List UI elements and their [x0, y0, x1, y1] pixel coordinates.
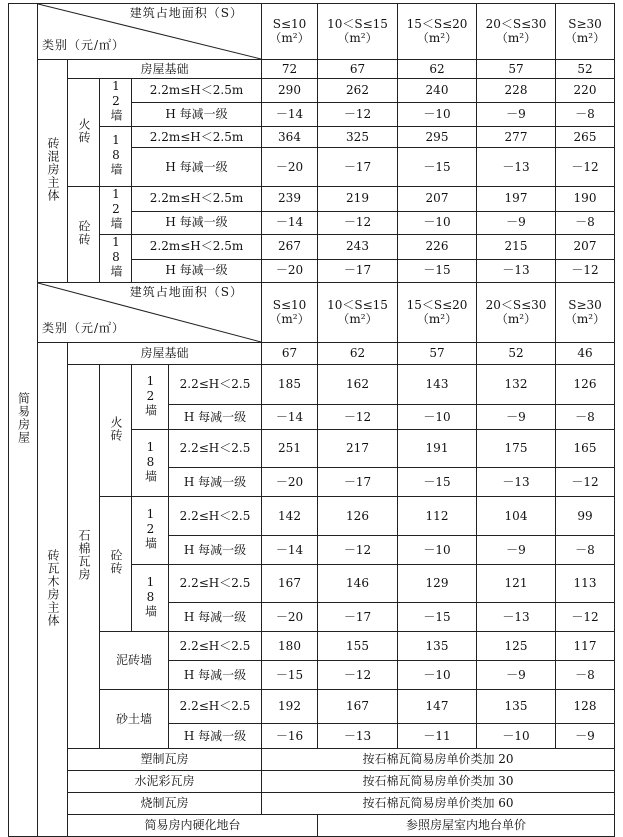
- table-cell: －10: [398, 536, 477, 565]
- col-header: [318, 4, 398, 60]
- table-cell: －15: [398, 148, 477, 187]
- col-header: [398, 283, 477, 343]
- category-label: 类别（元/㎡）: [42, 321, 126, 335]
- main-category-cell: [9, 4, 38, 837]
- footer-note: 参照房屋室内地台单价: [318, 815, 615, 837]
- cell-text: （m²）: [337, 31, 378, 45]
- cell-text: 砖混房主体: [46, 136, 60, 202]
- wall-cell: [100, 127, 132, 187]
- table-cell: －13: [477, 468, 556, 497]
- material-cell: [68, 79, 100, 187]
- table-cell: 62: [398, 60, 477, 79]
- table-row: [9, 749, 615, 771]
- cell-text: （m²）: [269, 31, 310, 45]
- table-cell: －8: [556, 405, 615, 430]
- table-cell: －9: [477, 536, 556, 565]
- roof-cell: [68, 365, 100, 749]
- wall-cell: [100, 235, 132, 283]
- table-row: [9, 793, 615, 815]
- table-cell: －13: [477, 603, 556, 632]
- table-cell: －12: [556, 603, 615, 632]
- table-cell: 251: [262, 430, 318, 468]
- table-cell: －11: [398, 724, 477, 749]
- cell-text: 18墙: [109, 133, 123, 176]
- foundation-label: 房屋基础: [68, 343, 262, 365]
- cell-text: S≥30: [568, 298, 602, 312]
- table-cell: －12: [318, 405, 398, 430]
- table-cell: 46: [556, 343, 615, 365]
- cell-text: （m²）: [495, 31, 537, 45]
- extra-note: 按石棉瓦简易房单价类加 60: [262, 793, 615, 815]
- table-cell: 226: [398, 235, 477, 260]
- header-diagonal-cell: [38, 283, 262, 343]
- table-cell: H 每减一级: [132, 211, 262, 234]
- cell-text: 20＜S≤30: [485, 17, 547, 31]
- cell-text: [269, 17, 309, 45]
- table-cell: －9: [477, 405, 556, 430]
- table-cell: －14: [262, 211, 318, 234]
- table-cell: －20: [262, 603, 318, 632]
- table-cell: 125: [477, 632, 556, 661]
- col-header: [262, 4, 318, 60]
- wall-cell: [132, 365, 169, 430]
- table-cell: －9: [477, 211, 556, 234]
- cell-text: [327, 298, 388, 326]
- table-row: [9, 343, 615, 365]
- wall-cell: 砂土墙: [100, 690, 169, 749]
- table-cell: 147: [398, 690, 477, 724]
- table-cell: 197: [477, 187, 556, 212]
- table-cell: －15: [262, 661, 318, 690]
- table-cell: 57: [477, 60, 556, 79]
- cell-text: 火砖: [109, 415, 123, 442]
- table-cell: 132: [477, 365, 556, 405]
- cell-text: 12墙: [143, 373, 158, 417]
- table-cell: H 每减一级: [169, 468, 262, 497]
- wall-cell: [100, 187, 132, 235]
- table-cell: －10: [398, 211, 477, 234]
- table-cell: 52: [556, 60, 615, 79]
- wall-cell: [100, 79, 132, 127]
- foundation-label: 房屋基础: [68, 60, 262, 79]
- table-cell: H 每减一级: [132, 103, 262, 127]
- table-cell: －8: [556, 536, 615, 565]
- table-cell: －17: [318, 603, 398, 632]
- table-cell: －9: [556, 724, 615, 749]
- extra-note: 按石棉瓦简易房单价类加 30: [262, 771, 615, 793]
- table-cell: 267: [262, 235, 318, 260]
- cell-text: 10＜S≤15: [327, 17, 388, 31]
- col-header: [318, 283, 398, 343]
- table-cell: －12: [556, 148, 615, 187]
- cell-text: 砖瓦木房主体: [46, 548, 60, 627]
- table-cell: 239: [262, 187, 318, 212]
- table-row: [9, 497, 615, 536]
- table-cell: 135: [398, 632, 477, 661]
- cell-text: （m²）: [416, 31, 458, 45]
- table-cell: 2.2≤H＜2.5: [169, 565, 262, 603]
- table-cell: 67: [318, 60, 398, 79]
- col-header: [398, 4, 477, 60]
- cell-text: 15＜S≤20: [406, 17, 468, 31]
- table-cell: 265: [556, 127, 615, 148]
- cell-text: 20＜S≤30: [485, 298, 547, 312]
- table-cell: 104: [477, 497, 556, 536]
- table-cell: 2.2≤H＜2.5: [169, 365, 262, 405]
- table-cell: 117: [556, 632, 615, 661]
- table-cell: 112: [398, 497, 477, 536]
- table-row: [9, 815, 615, 837]
- table-cell: 295: [398, 127, 477, 148]
- cell-text: 15＜S≤20: [406, 298, 468, 312]
- table-row: [9, 79, 615, 103]
- table-cell: H 每减一级: [169, 661, 262, 690]
- table-cell: 72: [262, 60, 318, 79]
- table-cell: 228: [477, 79, 556, 103]
- cell-text: 18墙: [143, 574, 158, 618]
- material-cell: [68, 187, 100, 283]
- cell-text: [565, 298, 605, 326]
- cell-text: 砼砖: [109, 549, 123, 575]
- cell-text: 10＜S≤15: [327, 298, 388, 312]
- material-cell: [100, 365, 132, 497]
- table-cell: －12: [318, 211, 398, 234]
- table-cell: －20: [262, 468, 318, 497]
- table-cell: －10: [398, 405, 477, 430]
- table-cell: 192: [262, 690, 318, 724]
- table-cell: －8: [556, 661, 615, 690]
- table-cell: 217: [318, 430, 398, 468]
- table-cell: 99: [556, 497, 615, 536]
- table-cell: 185: [262, 365, 318, 405]
- table-cell: 190: [556, 187, 615, 212]
- cell-text: （m²）: [337, 312, 378, 326]
- category-label: 类别（元/㎡）: [42, 38, 126, 52]
- table-cell: 113: [556, 565, 615, 603]
- area-label: 建筑占地面积（S）: [129, 285, 243, 299]
- cell-text: （m²）: [416, 312, 458, 326]
- table-cell: －13: [318, 724, 398, 749]
- cell-text: 12墙: [109, 79, 123, 122]
- section2-title-cell: [38, 343, 68, 837]
- table-cell: 155: [318, 632, 398, 661]
- table-cell: 2.2m≤H＜2.5m: [132, 187, 262, 212]
- col-header: [477, 4, 556, 60]
- table-cell: －20: [262, 259, 318, 282]
- price-table-container: [8, 3, 615, 837]
- table-cell: 146: [318, 565, 398, 603]
- table-cell: －14: [262, 103, 318, 127]
- table-cell: 180: [262, 632, 318, 661]
- col-header: [477, 283, 556, 343]
- table-row: [9, 60, 615, 79]
- table-cell: 67: [262, 343, 318, 365]
- cell-text: 石棉瓦房: [77, 528, 91, 581]
- table-cell: －13: [477, 148, 556, 187]
- table-cell: 165: [556, 430, 615, 468]
- table-cell: H 每减一级: [132, 148, 262, 187]
- cell-text: [269, 298, 309, 326]
- table-cell: H 每减一级: [169, 536, 262, 565]
- table-cell: 243: [318, 235, 398, 260]
- table-cell: －12: [318, 661, 398, 690]
- footer-label: 简易房内硬化地台: [68, 815, 318, 837]
- area-label: 建筑占地面积（S）: [129, 6, 243, 20]
- table-row: [9, 127, 615, 148]
- table-cell: －14: [262, 405, 318, 430]
- table-cell: 126: [318, 497, 398, 536]
- cell-text: （m²）: [564, 31, 606, 45]
- table-cell: 240: [398, 79, 477, 103]
- wall-cell: [132, 497, 169, 565]
- table-cell: －12: [318, 536, 398, 565]
- table-row: [9, 690, 615, 724]
- wall-cell: [132, 430, 169, 497]
- table-cell: －12: [556, 468, 615, 497]
- table-cell: 129: [398, 565, 477, 603]
- table-cell: －8: [556, 211, 615, 234]
- table-cell: 121: [477, 565, 556, 603]
- table-cell: 126: [556, 365, 615, 405]
- table-cell: －13: [477, 259, 556, 282]
- table-cell: H 每减一级: [169, 603, 262, 632]
- table-cell: －12: [318, 103, 398, 127]
- table-cell: 215: [477, 235, 556, 260]
- table-cell: 325: [318, 127, 398, 148]
- section1-title-cell: [38, 60, 68, 283]
- extra-label: 塑制瓦房: [68, 749, 262, 771]
- table-cell: －15: [398, 603, 477, 632]
- price-table: [8, 3, 615, 837]
- cell-text: [327, 17, 388, 45]
- cell-text: （m²）: [269, 312, 310, 326]
- cell-text: （m²）: [495, 312, 537, 326]
- table-cell: －10: [398, 661, 477, 690]
- table-cell: 290: [262, 79, 318, 103]
- cell-text: [565, 17, 605, 45]
- table-cell: －14: [262, 536, 318, 565]
- table-row: [9, 365, 615, 405]
- col-header: [262, 283, 318, 343]
- cell-text: [407, 17, 468, 45]
- table-cell: －17: [318, 259, 398, 282]
- material-cell: [100, 497, 132, 632]
- table-cell: －9: [477, 661, 556, 690]
- table-row: [9, 187, 615, 212]
- table-cell: －15: [398, 259, 477, 282]
- table-cell: H 每减一级: [169, 405, 262, 430]
- table-cell: －10: [477, 724, 556, 749]
- cell-text: S≥30: [568, 17, 602, 31]
- cell-text: [486, 298, 547, 326]
- table-cell: －17: [318, 148, 398, 187]
- table-cell: 220: [556, 79, 615, 103]
- cell-text: [486, 17, 547, 45]
- table-cell: 2.2≤H＜2.5: [169, 632, 262, 661]
- table-cell: 2.2≤H＜2.5: [169, 497, 262, 536]
- extra-label: 水泥彩瓦房: [68, 771, 262, 793]
- cell-text: （m²）: [564, 312, 606, 326]
- cell-text: 12墙: [109, 187, 123, 230]
- table-cell: 2.2m≤H＜2.5m: [132, 79, 262, 103]
- table-cell: －8: [556, 103, 615, 127]
- table-row: [9, 771, 615, 793]
- table-cell: H 每减一级: [169, 724, 262, 749]
- cell-text: 12墙: [143, 507, 158, 550]
- table-cell: 167: [318, 690, 398, 724]
- table-cell: 277: [477, 127, 556, 148]
- table-cell: －9: [477, 103, 556, 127]
- table-cell: 142: [262, 497, 318, 536]
- table-cell: －16: [262, 724, 318, 749]
- table-cell: 175: [477, 430, 556, 468]
- table-cell: 2.2m≤H＜2.5m: [132, 235, 262, 260]
- table-cell: －15: [398, 468, 477, 497]
- cell-text: 18墙: [143, 439, 158, 483]
- table-cell: －10: [398, 103, 477, 127]
- cell-text: 砼砖: [77, 219, 91, 246]
- extra-note: 按石棉瓦简易房单价类加 20: [262, 749, 615, 771]
- table-cell: 364: [262, 127, 318, 148]
- table-cell: 191: [398, 430, 477, 468]
- col-header: [556, 4, 615, 60]
- header-diagonal-cell: [38, 4, 262, 60]
- table-cell: 167: [262, 565, 318, 603]
- table-row: [9, 235, 615, 260]
- table-cell: －17: [318, 468, 398, 497]
- cell-text: 18墙: [109, 235, 123, 278]
- cell-text: 火砖: [77, 117, 91, 144]
- table-cell: 143: [398, 365, 477, 405]
- table-cell: 52: [477, 343, 556, 365]
- table-cell: 135: [477, 690, 556, 724]
- table-cell: 57: [398, 343, 477, 365]
- cell-text: S≤10: [272, 298, 307, 312]
- table-cell: 262: [318, 79, 398, 103]
- table-cell: －12: [556, 259, 615, 282]
- wall-cell: 泥砖墙: [100, 632, 169, 690]
- cell-text: S≤10: [272, 17, 307, 31]
- table-cell: 2.2≤H＜2.5: [169, 690, 262, 724]
- extra-label: 烧制瓦房: [68, 793, 262, 815]
- table-row: [9, 632, 615, 661]
- table-cell: H 每减一级: [132, 259, 262, 282]
- table-cell: －20: [262, 148, 318, 187]
- wall-cell: [132, 565, 169, 632]
- col-header: [556, 283, 615, 343]
- cell-text: [407, 298, 468, 326]
- table-cell: 207: [398, 187, 477, 212]
- table-cell: 2.2m≤H＜2.5m: [132, 127, 262, 148]
- table-cell: 62: [318, 343, 398, 365]
- table-cell: 2.2≤H＜2.5: [169, 430, 262, 468]
- main-category-label: 简易房屋: [16, 392, 31, 444]
- table-cell: 219: [318, 187, 398, 212]
- table-cell: 162: [318, 365, 398, 405]
- table-cell: 128: [556, 690, 615, 724]
- table-cell: 207: [556, 235, 615, 260]
